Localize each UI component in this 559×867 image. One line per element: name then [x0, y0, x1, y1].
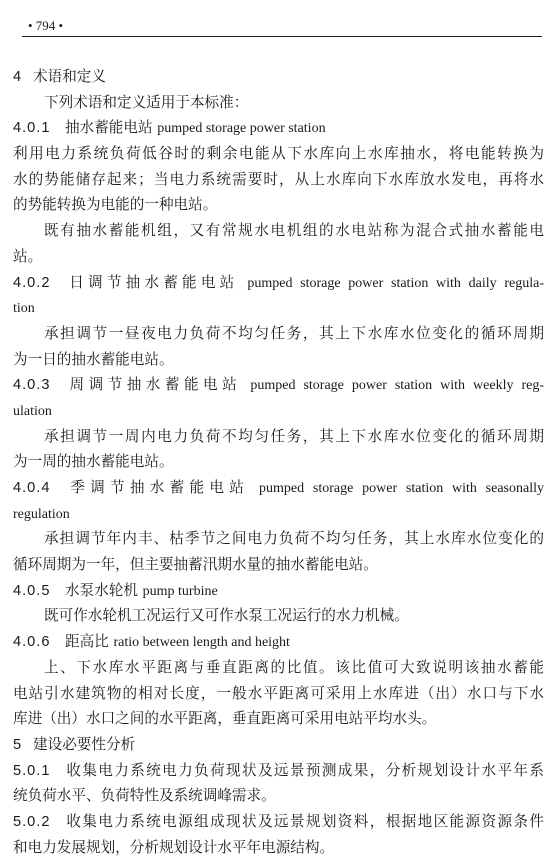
term-heading-404-cont: regulation — [13, 506, 70, 522]
term-body-line: 承担调节年内丰、枯季节之间电力负荷不均匀任务，其上水库水位变化的 — [44, 530, 544, 548]
term-heading-401: 4.0.1 抽水蓄能电站 pumped storage power station — [13, 119, 326, 137]
term-heading-406: 4.0.6 距高比 ratio between length and height — [13, 633, 290, 651]
clause-502: 5.0.2 收集电力系统电源组成现状及远景规划资料，根据地区能源资源条件 — [13, 812, 544, 830]
term-heading-403: 4.0.3 周调节抽水蓄能电站 pumped storage power station with weekly reg- — [13, 376, 544, 394]
section-intro: 下列术语和定义适用于本标准： — [44, 93, 249, 111]
term-body-line: 为一周的抽水蓄能电站。 — [13, 453, 174, 471]
clause-body-line: 统负荷水平、负荷特性及系统调峰需求。 — [13, 787, 276, 805]
term-note-line: 既有抽水蓄能机组，又有常规水电机组的水电站称为混合式抽水蓄能电 — [44, 222, 544, 240]
term-body-line: 电站引水建筑物的相对长度，一般水平距离可采用上水库进（出）水口与下水 — [13, 684, 544, 702]
section-heading-5: 5 建设必要性分析 — [13, 735, 136, 753]
page-number: • 794 • — [28, 18, 64, 33]
document-body — [13, 64, 544, 860]
section-heading-4: 4 术语和定义 — [13, 68, 106, 85]
term-body-line: 水的势能储存起来；当电力系统需要时，从上水库向下水库放水发电，再将水 — [13, 170, 544, 188]
term-body-line: 既可作水轮机工况运行又可作水泵工况运行的水力机械。 — [44, 607, 409, 625]
page-header — [22, 10, 542, 38]
term-body-line: 库进（出）水口之间的水平距离，垂直距离可采用电站平均水头。 — [13, 710, 437, 728]
term-heading-402-cont: tion — [13, 301, 35, 317]
term-body-line: 承担调节一周内电力负荷不均匀任务，其上下水库水位变化的循环周期 — [44, 427, 544, 445]
clause-501: 5.0.1 收集电力系统电力负荷现状及远景预测成果，分析规划设计水平年系 — [13, 761, 544, 779]
header-rule — [22, 36, 542, 37]
term-heading-403-cont: ulation — [13, 403, 52, 419]
term-heading-404: 4.0.4 季调节抽水蓄能电站 pumped storage power station with seasonally — [13, 479, 544, 496]
term-body-line: 为一日的抽水蓄能电站。 — [13, 350, 174, 368]
term-note-line: 站。 — [13, 247, 43, 265]
term-body-line: 的势能转换为电能的一种电站。 — [13, 196, 218, 214]
term-body-line: 上、下水库水平距离与垂直距离的比值。该比值可大致说明该抽水蓄能 — [44, 658, 544, 676]
term-body-line: 循环周期为一年，但主要抽蓄汛期水量的抽水蓄能电站。 — [13, 556, 378, 574]
term-body-line: 利用电力系统负荷低谷时的剩余电能从下水库向上水库抽水，将电能转换为 — [13, 145, 544, 163]
term-heading-405: 4.0.5 水泵水轮机 pump turbine — [13, 581, 218, 599]
clause-body-line: 和电力发展规划，分析规划设计水平年电源结构。 — [13, 838, 335, 856]
term-heading-402: 4.0.2 日调节抽水蓄能电站 pumped storage power station with daily regula- — [13, 273, 544, 291]
term-body-line: 承担调节一昼夜电力负荷不均匀任务，其上下水库水位变化的循环周期 — [44, 324, 544, 342]
